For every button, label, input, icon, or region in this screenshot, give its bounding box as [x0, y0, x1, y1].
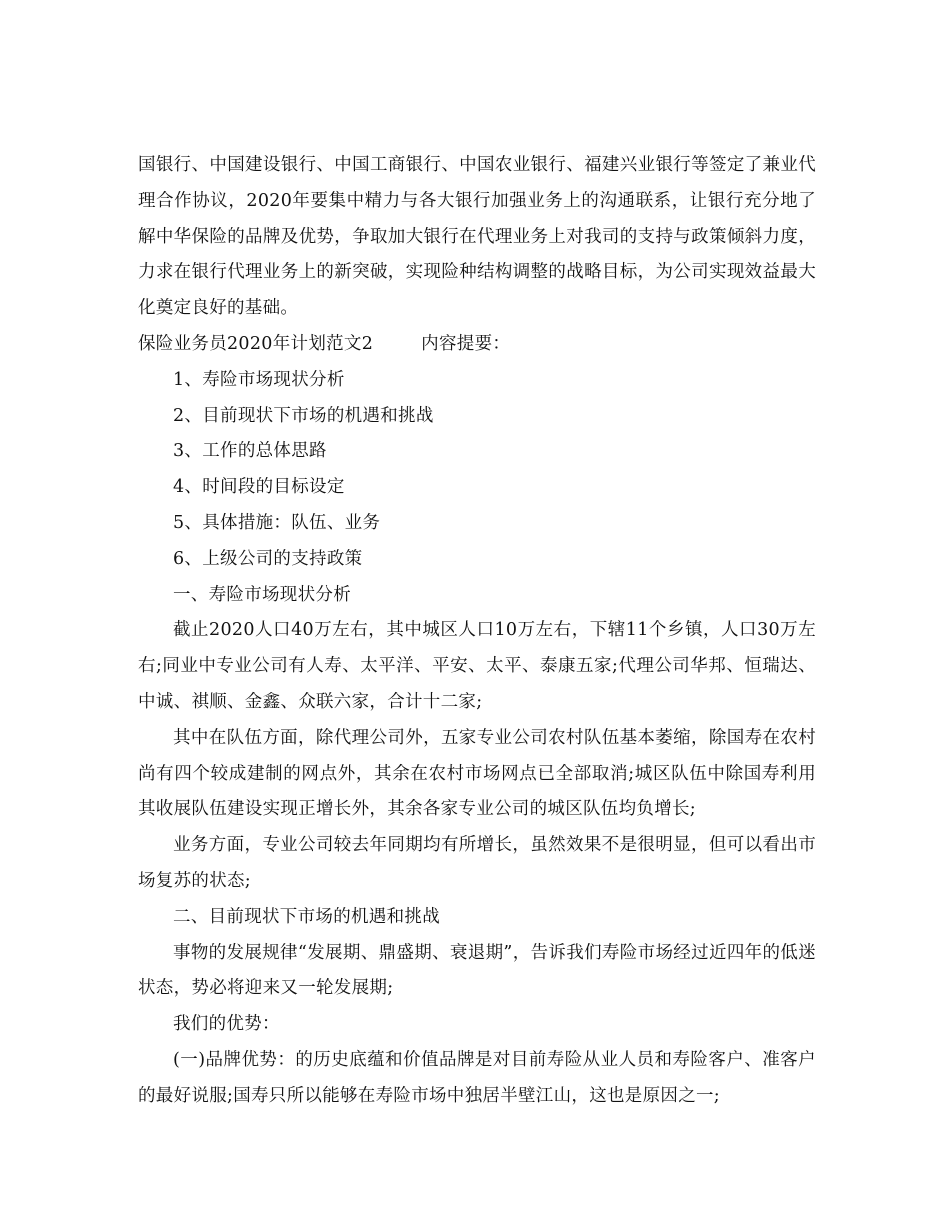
heading-market-analysis: 一、寿险市场现状分析 — [173, 584, 351, 605]
toc-item: 2、目前现状下市场的机遇和挑战 — [173, 405, 434, 426]
section-title: 保险业务员2020年计划范文2 — [138, 333, 374, 354]
toc-item: 1、寿险市场现状分析 — [173, 369, 345, 390]
body-paragraph: 我们的优势： — [173, 1014, 280, 1035]
body-paragraph: (一)品牌优势：的历史底蕴和价值品牌是对目前寿险从业人员和寿险客户、准客户的最好说服;国寿只所以能够在寿险市场中独居半壁江山，这也是原因之一; — [138, 1049, 816, 1106]
heading-opportunities: 二、目前现状下市场的机遇和挑战 — [173, 906, 440, 927]
toc-item: 6、上级公司的支持政策 — [173, 548, 363, 569]
document-page — [138, 148, 816, 1115]
body-paragraph: 截止2020人口40万左右，其中城区人口10万左右，下辖11个乡镇，人口30万左右;同业中专业公司有人寿、太平洋、平安、太平、泰康五家;代理公司华邦、恒瑞达、中诚、祺顺、金鑫、众联六家，合计十二家; — [138, 620, 816, 712]
body-paragraph: 业务方面，专业公司较去年同期均有所增长，虽然效果不是很明显，但可以看出市场复苏的状态; — [138, 835, 816, 891]
intro-paragraph: 国银行、中国建设银行、中国工商银行、中国农业银行、福建兴业银行等签定了兼业代理合作协议，2020年要集中精力与各大银行加强业务上的沟通联系，让银行充分地了解中华保险的品牌及优势，争取加大银行在代理业务上对我司的支持与政策倾斜力度，力求在银行代理业务上的新突破，实现险种结构调整的战略目标，为公司实现效益最大化奠定良好的基础。 — [138, 155, 816, 319]
section-title-line — [138, 327, 816, 363]
toc-item: 4、时间段的目标设定 — [173, 477, 345, 498]
toc-item: 5、具体措施：队伍、业务 — [173, 512, 381, 533]
summary-label: 内容提要： — [421, 333, 511, 354]
body-paragraph: 其中在队伍方面，除代理公司外，五家专业公司农村队伍基本萎缩，除国寿在农村尚有四个较成建制的网点外，其余在农村市场网点已全部取消;城区队伍中除国寿利用其收展队伍建设实现正增长外，其余各家专业公司的城区队伍均负增长; — [138, 727, 816, 820]
body-paragraph: 事物的发展规律“发展期、鼎盛期、衰退期”，告诉我们寿险市场经过近四年的低迷状态，势必将迎来又一轮发展期; — [138, 942, 816, 999]
toc-item: 3、工作的总体思路 — [173, 441, 327, 462]
